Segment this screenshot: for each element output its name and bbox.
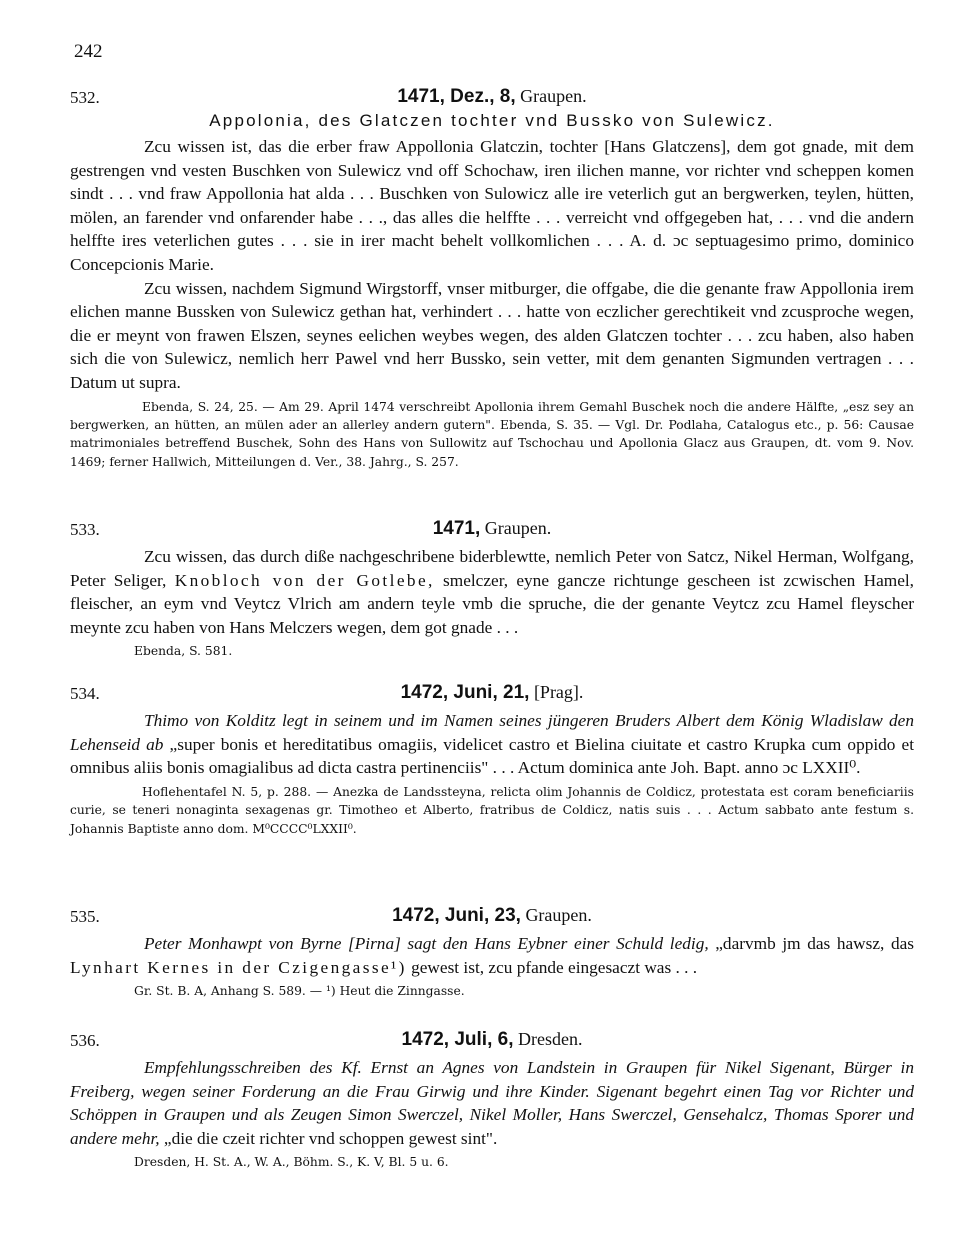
- entry-text: „die die czeit richter vnd schoppen gewest sint".: [159, 1128, 498, 1148]
- entry-source-note: Ebenda, S. 24, 25. — Am 29. April 1474 verschreibt Apollonia ihrem Gemahl Buschek noch die andere Hälfte, „esz sey an bergwerken, an hütten, an mülen ader an allerley andern gutern". Ebenda, S. 35. — Vgl. Dr. Podlaha, Catalogus etc., p. 56: Causae matrimoniales betreffend Buschek, Sohn des Hans von Sullowitz auf Tschochau und Apollonia Glacz aus Graupen, dt. vom 9. Nov. 1469; ferner Hallwich, Mitteilungen d. Ver., 38. Jahrg., S. 257.: [70, 399, 914, 469]
- entry-533: [70, 518, 914, 661]
- entry-534: [70, 682, 914, 838]
- entry-date: 1472, Juni, 21,: [400, 682, 530, 703]
- entry-spaced-name: Lynhart Kernes in der Czigengasse¹): [70, 957, 407, 977]
- entry-source-note: Hoflehentafel N. 5, p. 288. — Anezka de Landssteyna, relicta olim Johannis de Coldicz, protestata est coram beneficiariis curie, se teneri nonaginta sexagenas gr. Timotheo et Alberto, fratribus de Coldicz, natis suis . . . Actum sabbato ante festum s. Johannis Baptiste anno dom. M⁰CCCC⁰LXXII⁰.: [70, 784, 914, 836]
- entry-place: [Prag].: [533, 682, 584, 702]
- entry-regest: Empfehlungsschreiben des Kf. Ernst an Agnes von Landstein in Graupen für Nikel Sigenant, Bürger in Freiberg, wegen seiner Forderung an die Frau Girwig und ihre Kinder. Sigenant begehrt einen Tag vor Richter und Schöppen in Graupen und als Zeugen Simon Swerczel, Nikel Moller, Hans Swerczel, Gensehalcz, Thomas Sporer und andere mehr,: [70, 1058, 914, 1148]
- entry-date-line: [70, 905, 914, 927]
- entry-text: smelczer, eyne gancze richtunge gescheen ist zcwischen Hamel, fleischer, an eym vnd Veytcz Vlrich am andern teyle vmb die spruche, die der genante Veytcz zcu Hamel fleyscher meynte zcu haben von Hans Melczers wegen, dem got gnade . . .: [70, 570, 914, 637]
- entry-place: Graupen.: [525, 905, 592, 925]
- page-number: 242: [74, 41, 103, 62]
- entry-header: [70, 518, 914, 545]
- entry-place: Dresden.: [517, 1029, 583, 1049]
- entry-subtitle: Appolonia, des Glatczen tochter vnd Bussko von Sulewicz.: [209, 111, 775, 130]
- entry-source-note: Ebenda, S. 581.: [134, 644, 233, 659]
- entry-paragraph: [70, 932, 914, 979]
- entry-number: 536.: [70, 1031, 100, 1050]
- entry-536: [70, 1029, 914, 1172]
- entry-date: 1471, Dez., 8,: [397, 86, 516, 107]
- entry-spaced-name: Knobloch von der Gotlebe,: [174, 570, 435, 590]
- entry-text: „darvmb jm das hawsz, das: [708, 934, 914, 953]
- entry-header: [70, 905, 914, 932]
- entry-regest: Peter Monhawpt von Byrne [Pirna] sagt den Hans Eybner einer Schuld ledig,: [144, 934, 709, 953]
- entry-regest: Thimo von Kolditz legt in seinem und im Namen seines jüngeren Bruders Albert dem König Wladislaw den Lehenseid ab: [70, 711, 914, 754]
- entry-535: [70, 905, 914, 1001]
- entry-header: [70, 682, 914, 709]
- entry-paragraph: Zcu wissen, nachdem Sigmund Wirgstorff, vnser mitburger, die offgabe, die die genante fraw Appollonia irem elichen manne Bussken von Sulewicz gethan hat, verhindert . . . hatte von eczlicher gerechtikeit vnd zcusproche wegen, die er meynt von frawen Elszen, seynes eelichen weybes wegen, des alden Glatczen tochter . . . zcu haben, also haben sich die von Sulewicz, nemlich herr Pawel vnd herr Bussko, sein vetter, mit dem genanten Sigmunden vertragen . . . Datum ut supra.: [70, 278, 914, 392]
- entry-text: „super bonis et hereditatibus omagiis, videlicet castro et Bielina ciuitate et castro Krupka cum oppido et omnibus aliis bonis omagialibus ad dicta castra pertinenciis" . . . Actum dominica ante Joh. Bapt. anno ɔc LXXII⁰.: [70, 734, 914, 778]
- entry-date-line: [70, 518, 914, 540]
- entry-header: [70, 86, 914, 113]
- entry-date: 1472, Juni, 23,: [392, 905, 521, 926]
- entry-text: gewest ist, zcu pfande eingesaczt was . . .: [406, 957, 698, 977]
- entry-number: 532.: [70, 88, 100, 107]
- entry-number: 535.: [70, 907, 100, 926]
- entry-number: 534.: [70, 684, 100, 703]
- entry-paragraph: Zcu wissen ist, das die erber fraw Appollonia Glatczin, tochter [Hans Glatczens], dem got gnade, mit dem gestrengen vnd vesten Buschken von Sulewicz vnd off Schochaw, iren ilichen manne, vor richter vnd scheppen komen sindt . . . vnd fraw Appollonia hat alda . . . Buschken von Sulowicz alle ire veterlich gut an bergwerken, teylen, hütten, mölen, an farender vnd onfarender habe . . ., das alles die helffte . . . verreicht vnd offgegeben hat, . . . vnd die andern helffte ires veterlichen gutes . . . sie in irer macht behelt vollkomlichen . . . A. d. ɔc septuagesimo primo, dominico Concepcionis Marie.: [70, 137, 914, 274]
- entry-paragraph: [70, 1056, 914, 1150]
- entry-place: Graupen.: [520, 86, 587, 106]
- entry-source-note: Gr. St. B. A, Anhang S. 589. — ¹) Heut die Zinngasse.: [134, 984, 465, 999]
- entry-date: 1472, Juli, 6,: [401, 1029, 514, 1050]
- entry-date-line: [70, 682, 914, 704]
- entry-place: Graupen.: [484, 518, 552, 538]
- entry-number: 533.: [70, 520, 100, 539]
- entry-date-line: [70, 86, 914, 108]
- entry-text: Zcu wissen, das durch diße nachgeschribene biderblewtte, nemlich Peter von Satcz, Nikel Herman, Wolfgang, Peter Seliger,: [70, 547, 914, 590]
- entry-header: [70, 1029, 914, 1056]
- entry-date: 1471,: [432, 518, 481, 539]
- entry-source-note: Dresden, H. St. A., W. A., Böhm. S., K. V, Bl. 5 u. 6.: [134, 1155, 449, 1170]
- entry-532: [70, 86, 914, 471]
- entry-date-line: [70, 1029, 914, 1051]
- entry-paragraph: [70, 709, 914, 780]
- entry-paragraph: [70, 545, 914, 639]
